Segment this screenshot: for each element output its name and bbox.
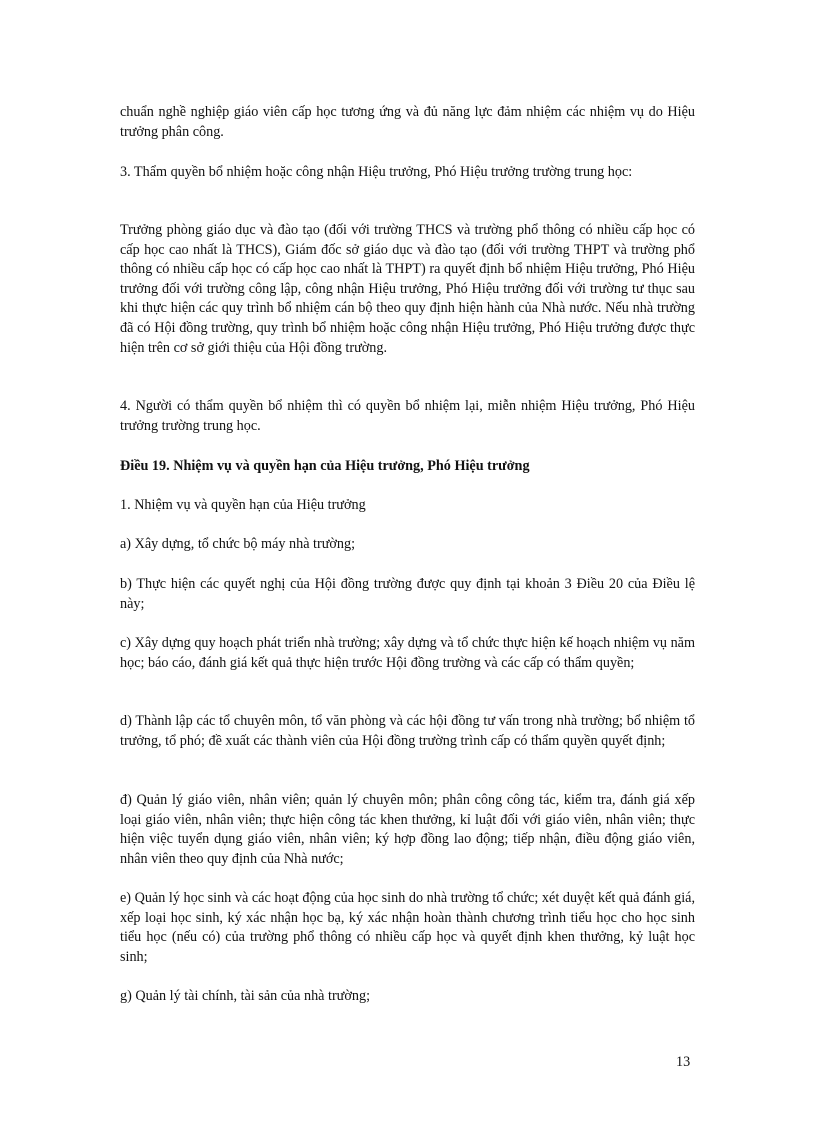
list-item-dd: đ) Quản lý giáo viên, nhân viên; quản lý chuyên môn; phân công công tác, kiểm tra, đánh giá xếp loại giáo viên, nhân viên; thực hiện công tác khen thưởng, kỉ luật đối với giáo viên, nhân viên; thực hiện việc tuyển dụng giáo viên, nhân viên; ký hợp đồng lao động; tiếp nhận, điều động giáo viên, nhân viên theo quy định của Nhà nước;: [120, 792, 695, 867]
paragraph-clause-3: 3. Thẩm quyền bổ nhiệm hoặc công nhận Hiệu trưởng, Phó Hiệu trưởng trường trung học:: [120, 164, 633, 180]
list-item-e: e) Quản lý học sinh và các hoạt động của học sinh do nhà trường tổ chức; xét duyệt kết quả đánh giá, xếp loại học sinh, ký xác nhận học bạ, ký xác nhận hoàn thành chương trình tiểu học cho học sinh tiểu học (nếu có) của trường phổ thông có nhiều cấp học và quyết định khen thưởng, kỷ luật học sinh;: [120, 890, 695, 965]
list-item-c: c) Xây dựng quy hoạch phát triển nhà trường; xây dựng và tổ chức thực hiện kế hoạch nhiệm vụ năm học; báo cáo, đánh giá kết quả thực hiện trước Hội đồng trường và các cấp có thẩm quyền;: [120, 635, 695, 671]
list-item-g: g) Quản lý tài chính, tài sản của nhà trường;: [120, 988, 371, 1004]
paragraph-duties-title: 1. Nhiệm vụ và quyền hạn của Hiệu trưởng: [120, 497, 366, 513]
page-number: 13: [676, 1054, 691, 1070]
paragraph-appointment-authority: Trưởng phòng giáo dục và đào tạo (đối với trường THCS và trường phổ thông có nhiều cấp học có cấp học cao nhất là THCS), Giám đốc sở giáo dục và đào tạo (đối với trường THPT và trường phổ thông có nhiều cấp học có cấp học cao nhất là THPT) ra quyết định bổ nhiệm Hiệu trưởng, Phó Hiệu trưởng đối với trường công lập, công nhận Hiệu trưởng, Phó Hiệu trưởng đối với trường tư thục sau khi thực hiện các quy trình bổ nhiệm cán bộ theo quy định hiện hành của Nhà nước. Nếu nhà trường đã có Hội đồng trường, quy trình bổ nhiệm hoặc công nhận Hiệu trưởng, Phó Hiệu trưởng được thực hiện trên cơ sở giới thiệu của Hội đồng trường.: [120, 222, 695, 356]
list-item-d: d) Thành lập các tổ chuyên môn, tổ văn phòng và các hội đồng tư vấn trong nhà trường; bổ nhiệm tổ trưởng, tổ phó; đề xuất các thành viên của Hội đồng trường trình cấp có thẩm quyền quyết định;: [120, 713, 695, 749]
list-item-b: b) Thực hiện các quyết nghị của Hội đồng trường được quy định tại khoản 3 Điều 20 của Điều lệ này;: [120, 576, 695, 612]
paragraph-continuation: chuẩn nghề nghiệp giáo viên cấp học tương ứng và đủ năng lực đảm nhiệm các nhiệm vụ do Hiệu trưởng phân công.: [120, 104, 695, 140]
list-item-a: a) Xây dựng, tổ chức bộ máy nhà trường;: [120, 536, 356, 552]
article-19-heading: Điều 19. Nhiệm vụ và quyền hạn của Hiệu trưởng, Phó Hiệu trưởng: [120, 458, 530, 474]
paragraph-clause-4: 4. Người có thẩm quyền bổ nhiệm thì có quyền bổ nhiệm lại, miễn nhiệm Hiệu trưởng, Phó Hiệu trưởng trường trung học.: [120, 398, 695, 434]
